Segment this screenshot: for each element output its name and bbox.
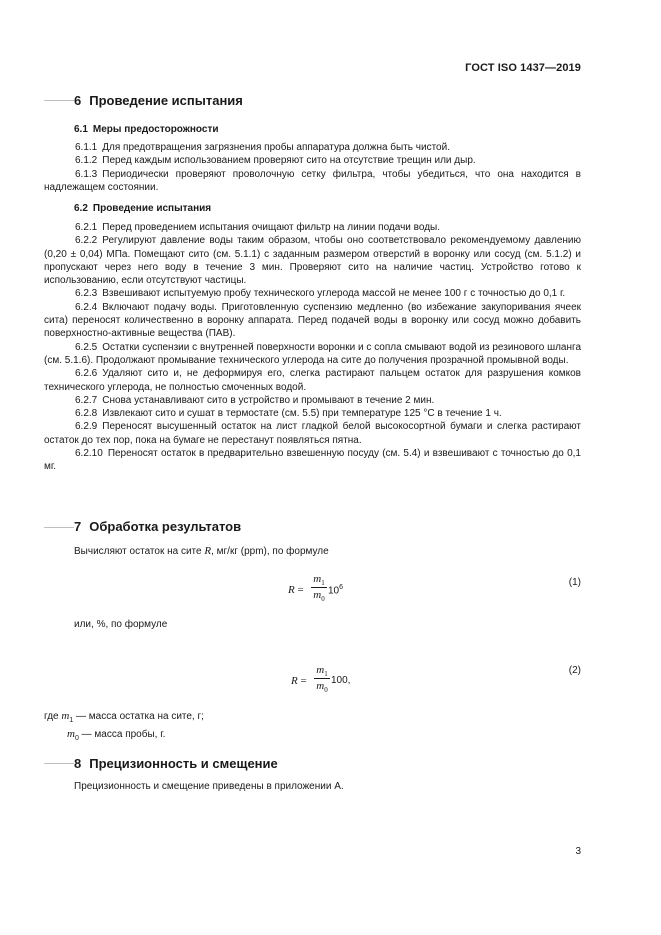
paragraph: 6.1.3 Периодически проверяют проволочную сетку фильтра, чтобы убедиться, что она находится в надлежащем состоянии. (44, 168, 581, 193)
section-rule (44, 527, 74, 528)
section-8-text: Прецизионность и смещение приведены в приложении А. (74, 781, 344, 792)
definition-row: $m_0$ — масса пробы, г. (67, 727, 166, 742)
paragraph: 6.2.4 Включают подачу воды. Приготовленную суспензию медленно (во избежание закупоривания ячеек сита) переносят количественно в воронку аппарата. Перед подачей воды в воронку или сосуд можно добавить поверхностно-активные вещества (ПАВ). (44, 301, 581, 340)
section-title: Проведение испытания (89, 93, 243, 108)
document-code: ГОСТ ISO 1437—2019 (465, 62, 581, 74)
subsection-6-2-body (44, 221, 581, 474)
paragraph: 6.2.3 Взвешивают испытуемую пробу технического углерода массой не менее 100 г с точностью до 0,1 г. (75, 288, 566, 300)
section-rule (44, 763, 74, 764)
formula-2: R = $m_1$ $m_0$ 100, (291, 664, 351, 695)
paragraph: 6.1.2 Перед каждым использованием проверяют сито на отсутствие трещин или дыр. (75, 155, 476, 167)
equation-number: (1) (568, 577, 581, 588)
paragraph: 6.2.9 Переносят высушенный остаток на лист гладкой белой высокосортной бумаги и слегка растирают остаток до тех пор, пока на бумаге не перестанут появляться пятна. (44, 421, 581, 446)
section-8-heading: 8 Прецизионность и смещение (74, 756, 278, 771)
page-number: 3 (575, 846, 581, 857)
paragraph: 6.2.2 Регулируют давление воды таким образом, чтобы оно соответствовало рекомендуемому давлению (0,20 ± 0,04) МПа. Помещают сито (см. 5.1.1) с заданным размером отверстий в воронку или сосуд (см. 5.1.2) и пропускают через него воду в течение 3 мин. Проверяют сито на наличие частиц. Устройство готово к использованию, если отсутствуют частицы. (44, 235, 581, 287)
subsection-6-1-heading: 6.1 Меры предосторожности (74, 124, 219, 135)
subsection-6-1-body (44, 141, 581, 194)
section-7-heading: 7 Обработка результатов (74, 519, 242, 534)
paragraph: 6.2.8 Извлекают сито и сушат в термостате (см. 5.5) при температуре 125 °С в течение 1 ч. (75, 408, 502, 420)
paragraph: 6.2.10 Переносят остаток в предварительно взвешенную посуду (см. 5.4) и взвешивают с точностью до 0,1 мг. (44, 448, 581, 473)
formula-intro-alt: или, %, по формуле (74, 619, 168, 630)
section-6-heading (74, 93, 243, 108)
subsection-6-2-heading: 6.2 Проведение испытания (74, 203, 212, 214)
equation-number: (2) (568, 665, 581, 676)
section-number: 6 (74, 93, 82, 108)
variable-definitions (44, 710, 204, 745)
paragraph: 6.2.5 Остатки суспензии с внутренней поверхности воронки и с сопла смывают водой из резинового шланга (см. 5.1.6). Продолжают промывание технического углерода на сите до получения прозрачной промывной воды. (44, 341, 581, 366)
paragraph: 6.2.1 Перед проведением испытания очищают фильтр на линии подачи воды. (75, 222, 441, 233)
paragraph: 6.2.7 Снова устанавливают сито в устройство и промывают в течение 2 мин. (75, 394, 435, 406)
section-rule (44, 100, 74, 101)
formula-intro: Вычисляют остаток на сите R, мг/кг (ppm), по формуле (74, 545, 329, 557)
paragraph: 6.1.1 Для предотвращения загрязнения пробы аппаратура должна быть чистой. (75, 142, 450, 153)
definition-row: где $m_1$ — масса остатка на сите, г; (44, 710, 204, 724)
paragraph: 6.2.6 Удаляют сито и, не деформируя его, слегка растирают пальцем остаток для разрушения комков технического углерода, не полностью смоченных водой. (44, 368, 581, 393)
formula-1: R = $m_1$ $m_0$ $10^6$ (288, 573, 344, 604)
